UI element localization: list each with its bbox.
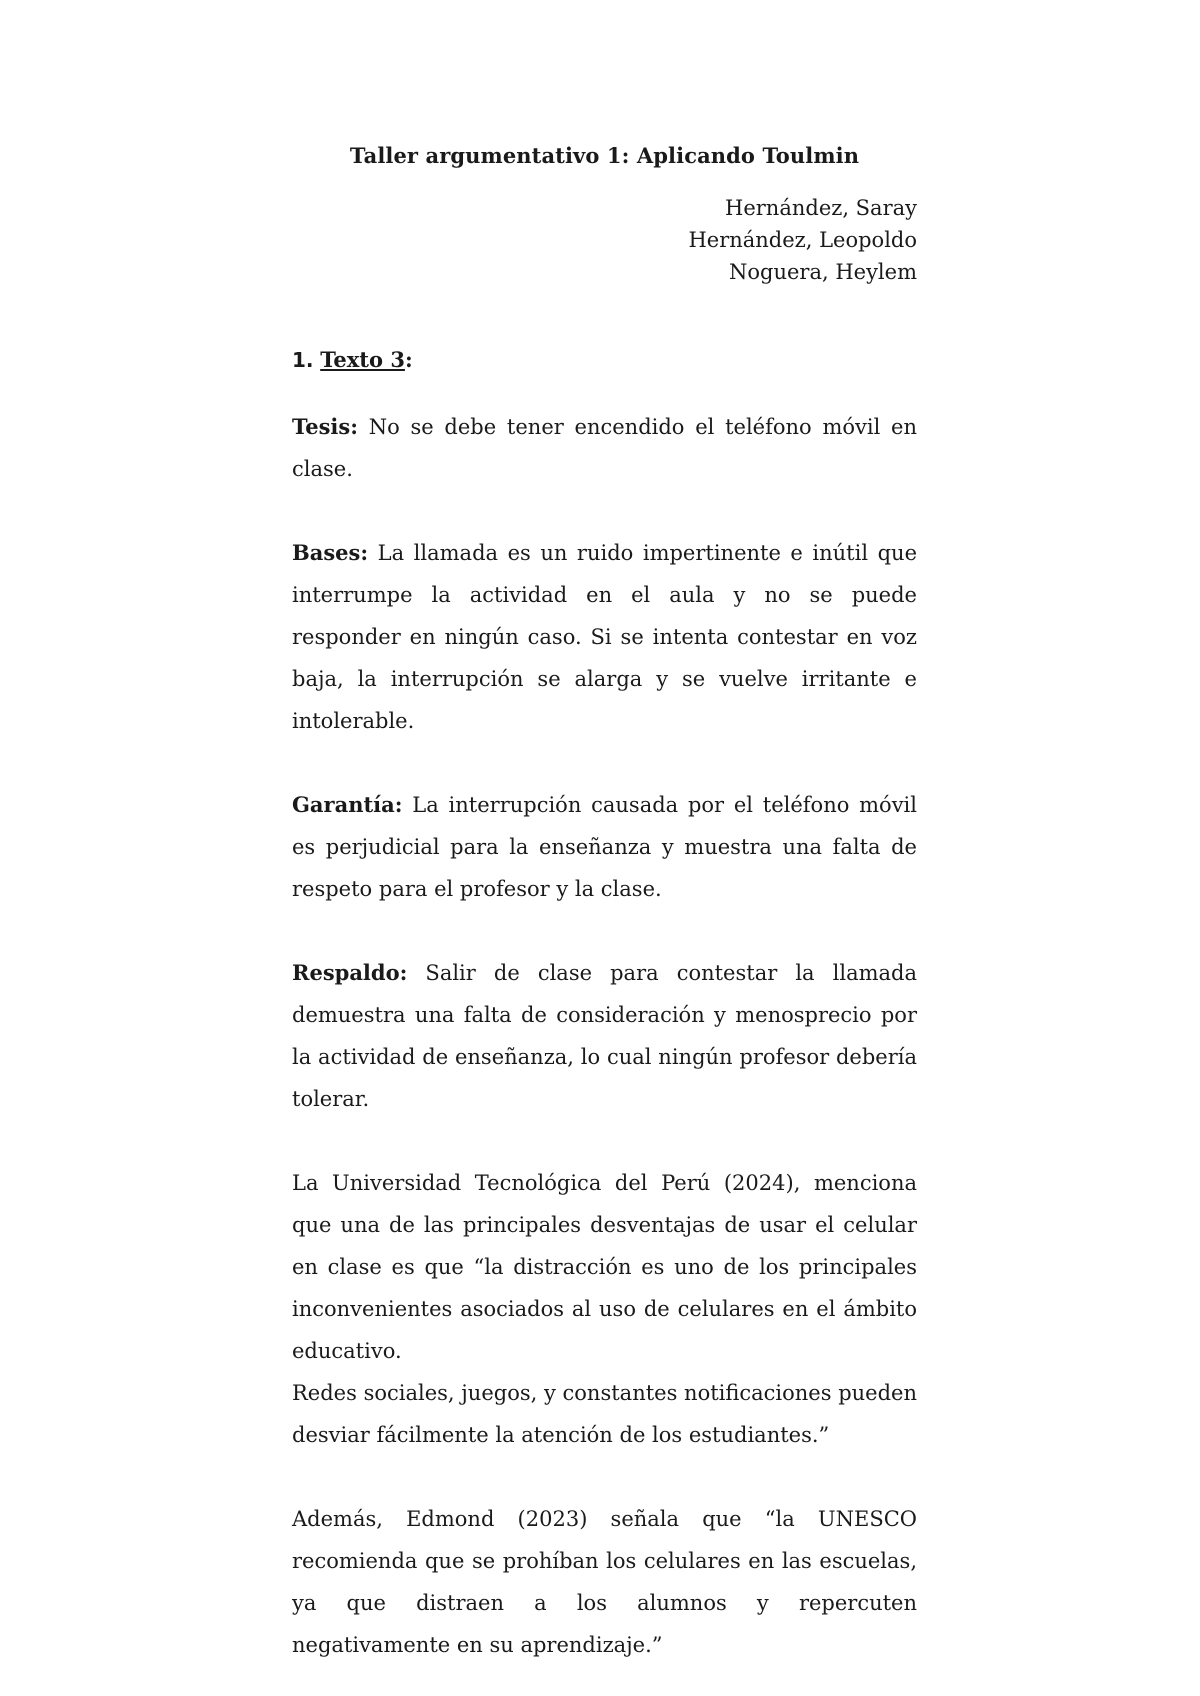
author-list <box>292 192 917 288</box>
thesis-term: Tesis: <box>292 414 358 439</box>
bases-text: La llamada es un ruido impertinente e inútil que interrumpe la actividad en el aula y no se puede responder en ningún caso. Si se intenta contestar en voz baja, la interrupción se alarga y se vuelve irritante e intolerable. <box>292 541 917 733</box>
document-body <box>292 140 917 1666</box>
backing-text: Salir de clase para contestar la llamada demuestra una falta de consideración y menosprecio por la actividad de enseñanza, lo cual ningún profesor debería tolerar. <box>292 961 917 1111</box>
section-colon: : <box>404 347 413 372</box>
section-number: 1. <box>292 348 314 372</box>
citation-utp-paragraph: La Universidad Tecnológica del Perú (2024), menciona que una de las principales desventajas de usar el celular en clase es que “la distracción es uno de los principales inconvenientes asociados al uso de celulares en el ámbito educativo. <box>292 1171 917 1363</box>
backing-paragraph <box>292 952 917 1120</box>
warrant-paragraph <box>292 784 917 910</box>
section-heading <box>292 344 917 376</box>
author-name: Hernández, Saray <box>725 196 917 220</box>
thesis-text: No se debe tener encendido el teléfono móvil en clase. <box>292 415 917 481</box>
author-name: Noguera, Heylem <box>729 260 917 284</box>
citation-utp-continuation: Redes sociales, juegos, y constantes notificaciones pueden desviar fácilmente la atención de los estudiantes.” <box>292 1381 917 1447</box>
bases-term: Bases: <box>292 540 369 565</box>
warrant-term: Garantía: <box>292 792 403 817</box>
warrant-text: La interrupción causada por el teléfono móvil es perjudicial para la enseñanza y muestra una falta de respeto para el profesor y la clase. <box>292 793 917 901</box>
backing-term: Respaldo: <box>292 960 408 985</box>
citation-edmond-paragraph: Además, Edmond (2023) señala que “la UNESCO recomienda que se prohíban los celulares en las escuelas, ya que distraen a los alumnos y repercuten negativamente en su aprendizaje.” <box>292 1507 917 1657</box>
author-name: Hernández, Leopoldo <box>688 228 917 252</box>
document-title: Taller argumentativo 1: Aplicando Toulmin <box>349 143 860 168</box>
bases-paragraph <box>292 532 917 742</box>
thesis-paragraph <box>292 406 917 490</box>
section-label: Texto 3 <box>320 347 405 372</box>
